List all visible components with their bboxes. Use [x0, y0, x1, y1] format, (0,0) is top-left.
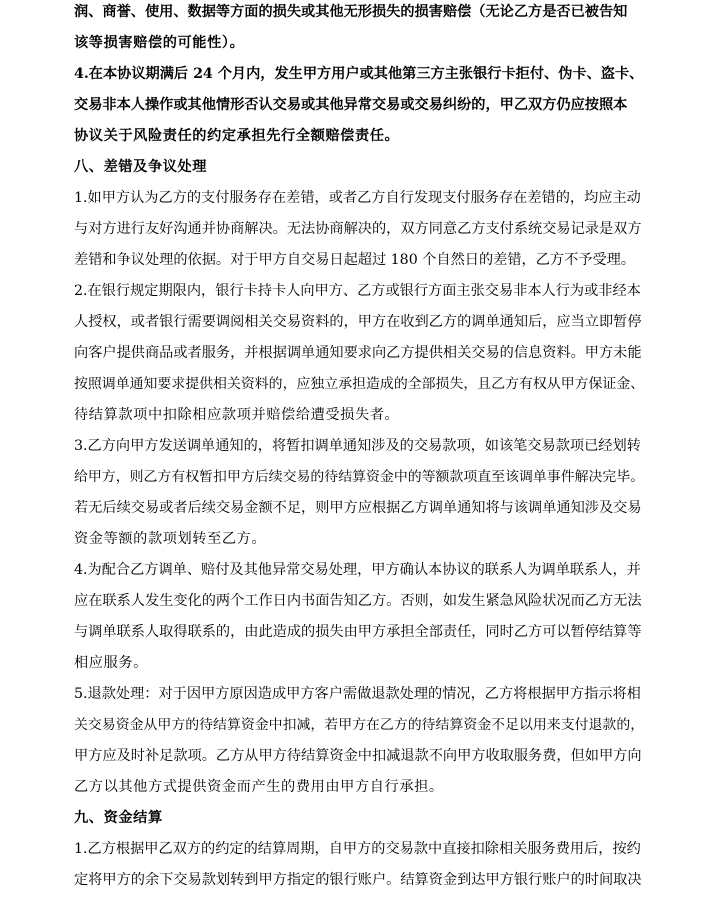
text-line: 与调单联系人取得联系的，由此造成的损失由甲方承担全部责任，同时乙方可以暂停结算等	[74, 624, 642, 640]
text-line: 1.乙方根据甲乙双方的约定的结算周期，自甲方的交易款中直接扣除相关服务费用后，按约	[74, 841, 641, 857]
text-line: 人授权，或者银行需要调阅相关交易资料的，甲方在收到乙方的调单通知后，应当立即暂停	[74, 314, 642, 330]
text-line: 给甲方，则乙方有权暂扣甲方后续交易的待结算资金中的等额款项直至该调单事件解决完毕。	[74, 469, 645, 485]
text-line: 润、商誉、使用、数据等方面的损失或其他无形损失的损害赔偿（无论乙方是否已被告知	[74, 4, 628, 20]
text-line: 4.在本协议期满后 24 个月内，发生甲方用户或其他第三方主张银行卡拒付、伪卡、盗卡、	[74, 66, 644, 82]
text-line: 向客户提供商品或者服务，并根据调单通知要求向乙方提供相关交易的信息资料。甲方未能	[74, 345, 642, 361]
text-line: 应在联系人发生变化的两个工作日内书面告知乙方。否则，如发生紧急风险状况而乙方无法	[74, 593, 642, 609]
text-line: 定将甲方的余下交易款划转到甲方指定的银行账户。结算资金到达甲方银行账户的时间取决	[74, 872, 642, 888]
text-line: 甲方应及时补足款项。乙方从甲方待结算资金中扣减退款不向甲方收取服务费，但如甲方向	[74, 748, 642, 764]
text-line: 交易非本人操作或其他情形否认交易或其他异常交易或交易纠纷的，甲乙双方仍应按照本	[74, 97, 628, 113]
text-line: 关交易资金从甲方的待结算资金中扣减，若甲方在乙方的待结算资金不足以用来支付退款的，	[74, 717, 645, 733]
text-line: 1.如甲方认为乙方的支付服务存在差错，或者乙方自行发现支付服务存在差错的，均应主动	[74, 190, 641, 206]
text-line: 该等损害赔偿的可能性）。	[74, 35, 245, 51]
text-line: 4.为配合乙方调单、赔付及其他异常交易处理，甲方确认本协议的联系人为调单联系人，并	[74, 562, 641, 578]
section-heading: 九、资金结算	[74, 810, 163, 826]
text-line: 相应服务。	[74, 655, 148, 671]
text-line: 5.退款处理：对于因甲方原因造成甲方客户需做退款处理的情况，乙方将根据甲方指示将相	[74, 686, 641, 702]
text-line: 乙方以其他方式提供资金而产生的费用由甲方自行承担。	[74, 779, 444, 795]
text-line: 3.乙方向甲方发送调单通知的，将暂扣调单通知涉及的交易款项，如该笔交易款项已经划转	[74, 438, 641, 454]
text-line: 2.在银行规定期限内，银行卡持卡人向甲方、乙方或银行方面主张交易非本人行为或非经本	[74, 283, 641, 299]
text-line: 待结算款项中扣除相应款项并赔偿给遭受损失者。	[74, 407, 400, 423]
text-line: 若无后续交易或者后续交易金额不足，则甲方应根据乙方调单通知将与该调单通知涉及交易	[74, 500, 642, 516]
text-line: 协议关于风险责任的约定承担先行全额赔偿责任。	[74, 128, 400, 144]
text-line: 按照调单通知要求提供相关资料的，应独立承担造成的全部损失，且乙方有权从甲方保证金、	[74, 376, 645, 392]
text-line: 资金等额的款项划转至乙方。	[74, 531, 267, 547]
text-line: 差错和争议处理的依据。对于甲方自交易日起超过 180 个自然日的差错，乙方不予受理。	[74, 252, 636, 268]
text-line: 与对方进行友好沟通并协商解决。无法协商解决的，双方同意乙方支付系统交易记录是双方	[74, 221, 642, 237]
section-heading: 八、差错及争议处理	[74, 159, 208, 175]
